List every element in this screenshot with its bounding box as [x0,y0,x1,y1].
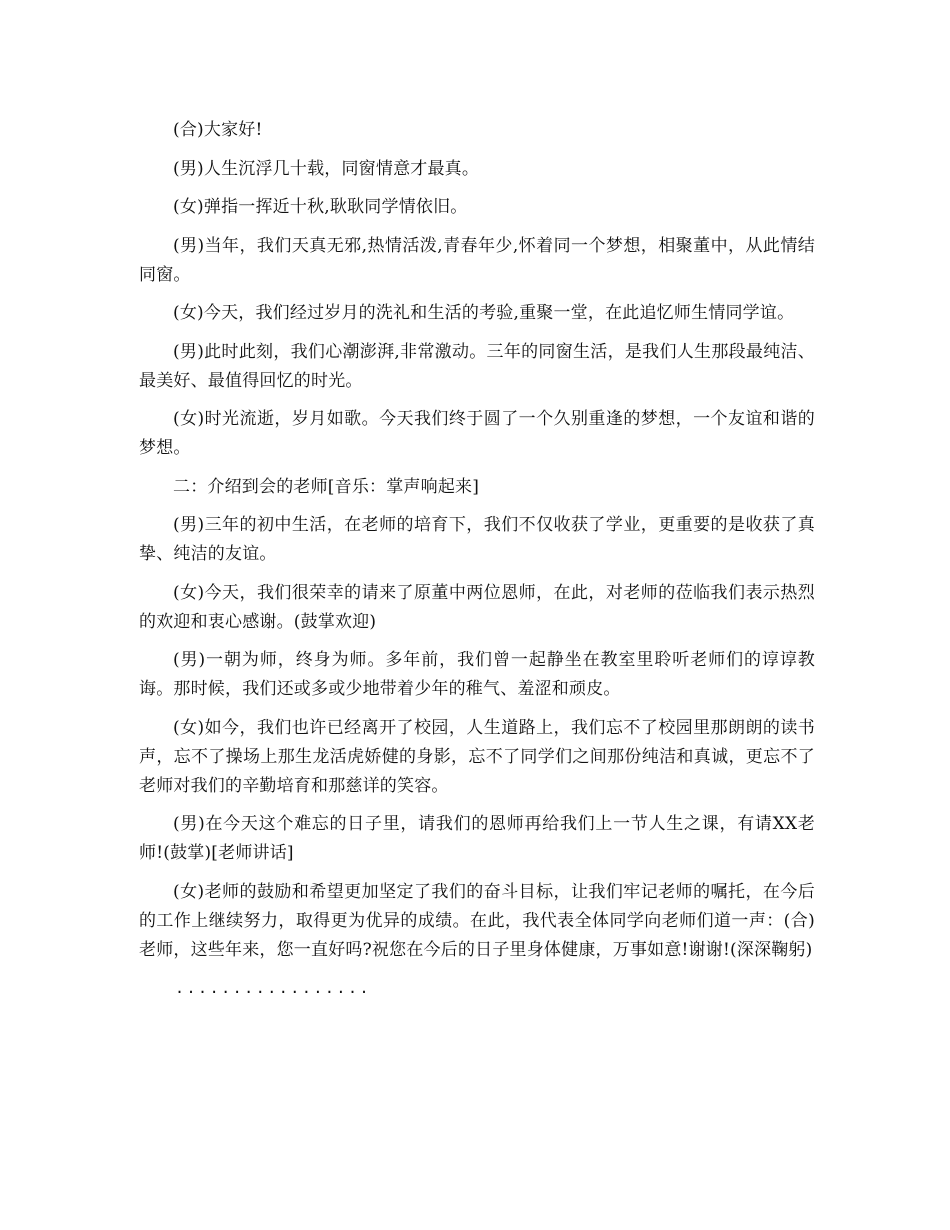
paragraph-male-4: (男)三年的初中生活，在老师的培育下，我们不仅收获了学业，更重要的是收获了真挚、纯洁的友谊。 [139,515,815,564]
paragraph-male-3: (男)此时此刻，我们心潮澎湃,非常激动。三年的同窗生活，是我们人生那段最纯洁、最美好、最值得回忆的时光。 [139,341,815,391]
document-page [139,116,815,1003]
paragraph-female-1: (女)弹指一挥近十秋,耿耿同学情依旧。 [173,197,468,217]
paragraph-male-1: (男)人生沉浮几十载，同窗情意才最真。 [173,158,480,179]
ellipsis-dots: ................. [175,979,372,997]
paragraph-male-5: (男)一朝为师，终身为师。多年前，我们曾一起静坐在教室里聆听老师们的谆谆教诲。那时候，我们还或多或少地带着少年的稚气、羞涩和顽皮。 [139,650,815,699]
paragraph-female-6: (女)老师的鼓励和希望更加坚定了我们的奋斗目标，让我们牢记老师的嘱托，在今后的工作上继续努力，取得更为优异的成绩。在此，我代表全体同学向老师们道一声：(合)老师，这些年来，您一直好吗?祝您在今后的日子里身体健康，万事如意!谢谢!(深深鞠躬) [139,881,815,960]
paragraph-female-5: (女)如今，我们也许已经离开了校园，人生道路上，我们忘不了校园里那朗朗的读书声，忘不了操场上那生龙活虎娇健的身影，忘不了同学们之间那份纯洁和真诚，更忘不了老师对我们的辛勤培育和那慈详的笑容。 [139,717,815,796]
section-heading: 二：介绍到会的老师[音乐：掌声响起来] [173,476,480,497]
paragraph-female-3: (女)时光流逝，岁月如歌。今天我们终于圆了一个久别重逢的梦想，一个友谊和谐的梦想。 [139,409,815,458]
paragraph-female-2: (女)今天，我们经过岁月的洗礼和生活的考验,重聚一堂，在此追忆师生情同学谊。 [173,303,795,323]
paragraph-male-6: (男)在今天这个难忘的日子里，请我们的恩师再给我们上一节人生之课，有请XX老师!(鼓掌)[老师讲话] [139,814,815,863]
paragraph-male-2: (男)当年，我们天真无邪,热情活泼,青春年少,怀着同一个梦想，相聚董中，从此情结同窗。 [139,235,815,285]
paragraph-female-4: (女)今天，我们很荣幸的请来了原董中两位恩师，在此，对老师的莅临我们表示热烈的欢迎和衷心感谢。(鼓掌欢迎) [139,582,815,632]
paragraph-greeting: (合)大家好! [173,120,263,140]
